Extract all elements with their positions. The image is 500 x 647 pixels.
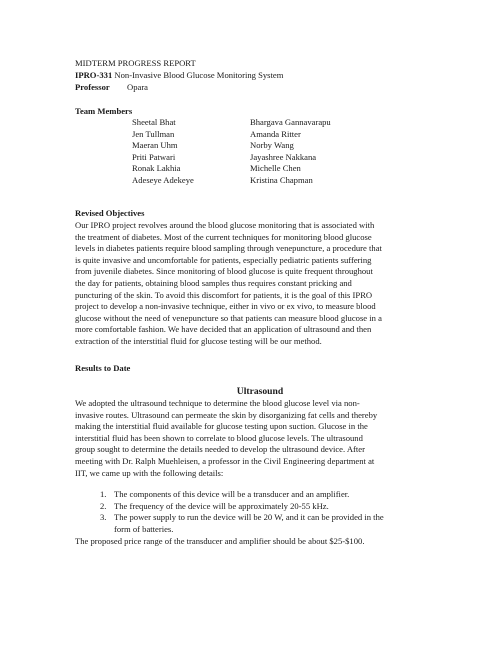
results-heading: Results to Date: [75, 363, 131, 373]
paragraph-line: the day for patients, obtaining blood samples thus requires constant pricking and: [75, 277, 352, 288]
paragraph-line: puncturing of the skin. To avoid this discomfort for patients, it is the goal of this IPRO: [75, 289, 373, 300]
paragraph-line: more comfortable fashion. We have decided that an application of ultrasound and then: [75, 324, 372, 335]
paragraph-line: the treatment of diabetes. Most of the current techniques for monitoring blood glucose: [75, 231, 372, 242]
paragraph-line: extraction of the interstitial fluid for glucose testing will be our method.: [75, 335, 322, 346]
course-code: IPRO-331: [75, 70, 113, 80]
paragraph-line: group sought to determine the details needed to develop the ultrasound device. After: [75, 444, 365, 455]
team-member-name: Sheetal Bhat: [132, 117, 176, 127]
details-list: [100, 489, 445, 535]
team-member-name: Kristina Chapman: [250, 174, 313, 185]
list-number: 1.: [100, 489, 107, 499]
team-member-name: Norby Wang: [250, 140, 294, 151]
list-item-text: The components of this device will be a transducer and an amplifier.: [114, 489, 350, 499]
team-member-name: Jayashree Nakkana: [250, 151, 317, 162]
list-item: [100, 489, 445, 501]
objectives-paragraph: [75, 220, 445, 348]
list-item-text: The power supply to run the device will be 20 W, and it can be provided in the: [114, 512, 384, 523]
paragraph-line: interstitial fluid has been shown to correlate to blood glucose levels. The ultrasound: [75, 432, 363, 443]
list-number: 2.: [100, 500, 107, 511]
professor-label: Professor: [75, 82, 110, 92]
paragraph-line: glucose without the need of venepuncture so that patients can measure blood glucose in a: [75, 312, 382, 323]
paragraph-line: from juvenile diabetes. Since monitoring of blood glucose is quite frequent throughout: [75, 266, 373, 277]
paragraph-line: We adopted the ultrasound technique to determine the blood glucose level via non-: [75, 398, 360, 408]
ultrasound-subheading: Ultrasound: [236, 386, 284, 397]
course-line: [75, 70, 283, 82]
paragraph-line: Our IPRO project revolves around the blood glucose monitoring that is associated with: [75, 220, 375, 230]
course-name: Non-Invasive Blood Glucose Monitoring System: [114, 70, 284, 80]
paragraph-line: invasive routes. Ultrasound can permeate the skin by disorganizing fat cells and thereby: [75, 409, 378, 420]
team-member-name: Priti Patwari: [132, 151, 176, 162]
list-item: [100, 512, 445, 535]
ultrasound-paragraph: [75, 398, 445, 479]
paragraph-line: making the interstitial fluid available for glucose testing upon suction. Glucose in the: [75, 421, 368, 432]
team-member-name: Maeran Uhm: [132, 140, 178, 151]
list-item: [100, 501, 445, 513]
list-item-text: form of batteries.: [114, 523, 174, 534]
professor-name: Opara: [127, 82, 148, 92]
team-member-name: Amanda Ritter: [250, 128, 301, 139]
team-member-name: Jen Tullman: [132, 128, 175, 139]
paragraph-line: is quite invasive and uncomfortable for patients, especially pediatric patients suffering: [75, 254, 372, 265]
team-member-name: Adeseye Adekeye: [132, 174, 194, 185]
paragraph-line: project to develop a non-invasive technique, either in vivo or ex vivo, to measure blood: [75, 301, 376, 312]
team-member-name: Bhargava Gannavarapu: [250, 117, 331, 127]
professor-line: [75, 82, 148, 94]
list-item-text: The frequency of the device will be approximately 20-55 kHz.: [114, 500, 329, 511]
team-member-name: Ronak Lakhia: [132, 163, 181, 174]
objectives-heading: Revised Objectives: [75, 208, 145, 218]
price-range-line: The proposed price range of the transducer and amplifier should be about $25-$100.: [75, 536, 365, 546]
list-number: 3.: [100, 512, 107, 523]
team-members-heading: Team Members: [75, 106, 133, 116]
paragraph-line: IIT, we came up with the following details:: [75, 467, 224, 478]
paragraph-line: meeting with Dr. Ralph Muehleisen, a professor in the Civil Engineering department at: [75, 455, 375, 466]
paragraph-line: levels in diabetes patients require blood sampling through venepuncture, a procedure that: [75, 243, 382, 254]
team-member-name: Michelle Chen: [250, 163, 301, 174]
report-title: MIDTERM PROGRESS REPORT: [75, 58, 196, 68]
